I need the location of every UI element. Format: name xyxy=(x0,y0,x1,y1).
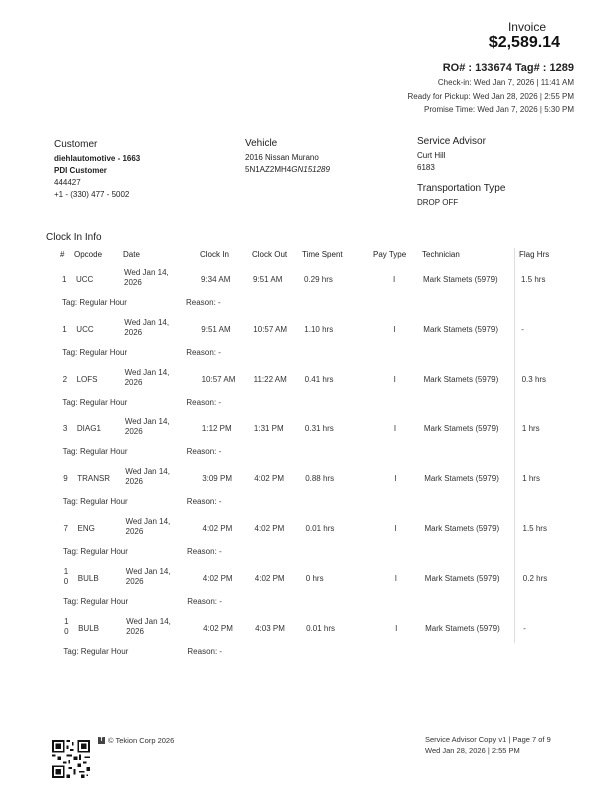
row-time-spent: 1.10 hrs xyxy=(304,324,334,334)
row-clock-in: 4:02 PM xyxy=(202,573,233,583)
row-technician: Mark Stamets (5979) xyxy=(425,623,500,633)
invoice-amount: $2,589.14 xyxy=(488,34,560,51)
row-clock-out: 9:51 AM xyxy=(253,275,283,284)
row-flag-hrs: 1.5 hrs xyxy=(522,524,547,533)
row-opcode: BULB xyxy=(77,573,99,583)
row-clock-out: 4:03 PM xyxy=(255,623,285,633)
row-technician: Mark Stamets (5979) xyxy=(423,424,499,434)
vehicle-model: 2016 Nissan Murano xyxy=(245,153,319,162)
row-time-spent: 0.88 hrs xyxy=(305,474,335,484)
ro-tag-line: RO# : 133674 Tag# : 1289 xyxy=(442,62,574,74)
row-flag-hrs: 1 hrs xyxy=(522,474,540,484)
row-technician: Mark Stamets (5979) xyxy=(423,324,498,334)
row-clock-in: 4:02 PM xyxy=(202,524,233,533)
row-num: 1 xyxy=(62,275,67,284)
row-flag-hrs: - xyxy=(523,623,526,633)
row-opcode: DIAG1 xyxy=(76,424,101,434)
row-num: 10 xyxy=(63,566,69,586)
ready-for-pickup-time: Ready for Pickup: Wed Jan 28, 2026 | 2:55 PM xyxy=(407,92,574,101)
row-date: Wed Jan 14, 2026 xyxy=(125,566,171,586)
row-num: 10 xyxy=(64,616,69,636)
col-header-pay-type: Pay Type xyxy=(373,250,407,259)
vehicle-title: Vehicle xyxy=(245,138,278,149)
row-reason: Reason: - xyxy=(186,347,221,357)
row-clock-out: 11:22 AM xyxy=(253,374,287,384)
row-pay-type: I xyxy=(395,623,398,633)
invoice-label: Invoice xyxy=(507,20,546,34)
advisor-name: Curt Hill xyxy=(417,151,446,160)
row-num: 9 xyxy=(63,474,68,484)
row-clock-in: 9:51 AM xyxy=(201,324,231,334)
row-num: 7 xyxy=(63,524,68,533)
advisor-title: Service Advisor xyxy=(417,136,486,147)
row-date: Wed Jan 14, 2026 xyxy=(124,268,169,287)
row-time-spent: 0.31 hrs xyxy=(304,424,334,434)
row-opcode: UCC xyxy=(76,324,94,334)
row-reason: Reason: - xyxy=(187,547,222,556)
customer-phone: +1 - (330) 477 - 5002 xyxy=(54,190,130,199)
footer-page-info xyxy=(425,734,551,756)
row-tag: Tag: Regular Hour xyxy=(62,397,128,407)
row-pay-type: I xyxy=(393,374,396,384)
promise-time: Promise Time: Wed Jan 7, 2026 | 5:30 PM xyxy=(424,105,574,114)
row-reason: Reason: - xyxy=(186,298,221,307)
row-tag: Tag: Regular Hour xyxy=(62,298,127,307)
footer-brand xyxy=(98,736,174,745)
row-tag: Tag: Regular Hour xyxy=(63,547,128,556)
row-technician: Mark Stamets (5979) xyxy=(423,374,499,384)
row-time-spent: 0.01 hrs xyxy=(306,623,335,633)
row-tag: Tag: Regular Hour xyxy=(63,596,129,606)
row-clock-out: 10:57 AM xyxy=(253,324,288,334)
col-header-technician: Technician xyxy=(422,250,460,259)
row-date: Wed Jan 14, 2026 xyxy=(124,367,170,387)
customer-block xyxy=(54,153,140,201)
flag-column-divider xyxy=(514,248,515,643)
customer-name: diehlautomotive - 1663 xyxy=(54,154,141,163)
customer-id: 444427 xyxy=(54,178,81,187)
clock-in-title: Clock In Info xyxy=(46,232,102,243)
row-clock-out: 4:02 PM xyxy=(254,474,284,484)
col-header-clock-in: Clock In xyxy=(200,250,229,259)
row-flag-hrs: 1 hrs xyxy=(521,424,540,434)
row-pay-type: I xyxy=(393,324,396,334)
row-pay-type: I xyxy=(394,573,398,583)
footer-date-line: Wed Jan 28, 2026 | 2:55 PM xyxy=(425,746,520,755)
row-clock-in: 10:57 AM xyxy=(201,374,236,384)
row-date: Wed Jan 14, 2026 xyxy=(124,317,170,337)
row-opcode: ENG xyxy=(77,524,95,533)
row-pay-type: I xyxy=(394,474,397,484)
advisor-block xyxy=(417,150,445,174)
row-technician: Mark Stamets (5979) xyxy=(423,275,498,284)
col-header-num: # xyxy=(60,250,65,259)
col-header-flag-hrs: Flag Hrs xyxy=(519,250,550,259)
vehicle-block xyxy=(245,152,330,176)
vehicle-vin xyxy=(245,164,330,176)
row-tag: Tag: Regular Hour xyxy=(62,497,128,507)
row-num: 3 xyxy=(62,424,68,434)
footer-copyright: © Tekion Corp 2026 xyxy=(108,736,175,745)
row-reason: Reason: - xyxy=(187,596,222,606)
row-clock-out: 4:02 PM xyxy=(254,524,285,533)
row-clock-out: 1:31 PM xyxy=(253,424,284,434)
row-clock-in: 3:09 PM xyxy=(202,474,232,484)
checkin-time: Check-in: Wed Jan 7, 2026 | 11:41 AM xyxy=(437,78,574,87)
row-flag-hrs: 1.5 hrs xyxy=(521,275,546,284)
row-clock-in: 4:02 PM xyxy=(203,623,233,633)
col-header-time-spent: Time Spent xyxy=(302,250,343,259)
row-clock-out: 4:02 PM xyxy=(254,573,285,583)
row-opcode: LOFS xyxy=(76,374,98,384)
row-opcode: BULB xyxy=(78,623,99,633)
customer-title: Customer xyxy=(54,139,98,150)
row-clock-in: 9:34 AM xyxy=(201,275,231,284)
col-header-clock-out: Clock Out xyxy=(252,250,288,259)
row-reason: Reason: - xyxy=(186,497,222,507)
row-time-spent: 0.29 hrs xyxy=(304,275,333,284)
tekion-logo-icon: T xyxy=(99,737,104,743)
row-flag-hrs: 0.3 hrs xyxy=(521,374,547,384)
row-num: 2 xyxy=(62,374,68,384)
vin-prefix: 5N1AZ2MH4 xyxy=(245,165,292,174)
col-header-opcode: Opcode xyxy=(74,250,103,259)
row-flag-hrs: 0.2 hrs xyxy=(522,573,548,583)
row-time-spent: 0.01 hrs xyxy=(305,524,335,533)
row-date: Wed Jan 14, 2026 xyxy=(126,616,171,636)
row-opcode: TRANSR xyxy=(77,474,111,484)
row-tag: Tag: Regular Hour xyxy=(62,447,128,457)
qr-code xyxy=(52,740,90,778)
customer-type: PDI Customer xyxy=(54,166,107,175)
row-date: Wed Jan 14, 2026 xyxy=(125,467,170,487)
row-technician: Mark Stamets (5979) xyxy=(424,524,500,533)
row-tag: Tag: Regular Hour xyxy=(62,347,128,357)
row-time-spent: 0.41 hrs xyxy=(304,374,334,384)
vin-suffix: GN151289 xyxy=(291,165,330,174)
row-time-spent: 0 hrs xyxy=(305,573,324,583)
row-date: Wed Jan 14, 2026 xyxy=(124,417,170,437)
transport-title: Transportation Type xyxy=(417,183,506,194)
row-num: 1 xyxy=(62,324,67,334)
transport-value: DROP OFF xyxy=(417,198,459,207)
row-opcode: UCC xyxy=(76,275,94,284)
row-date: Wed Jan 14, 2026 xyxy=(125,517,171,536)
footer-copy-line: Service Advisor Copy v1 | Page 7 of 9 xyxy=(425,735,551,744)
row-pay-type: I xyxy=(393,424,397,434)
row-pay-type: I xyxy=(394,524,397,533)
row-flag-hrs: - xyxy=(521,324,524,334)
row-tag: Tag: Regular Hour xyxy=(63,646,129,656)
row-technician: Mark Stamets (5979) xyxy=(424,474,499,484)
row-reason: Reason: - xyxy=(186,397,222,407)
col-header-date: Date xyxy=(123,250,140,259)
row-reason: Reason: - xyxy=(186,447,222,457)
row-technician: Mark Stamets (5979) xyxy=(424,573,500,583)
row-pay-type: I xyxy=(393,275,396,284)
advisor-id: 6183 xyxy=(417,163,435,172)
row-clock-in: 1:12 PM xyxy=(201,424,232,434)
row-reason: Reason: - xyxy=(187,646,223,656)
